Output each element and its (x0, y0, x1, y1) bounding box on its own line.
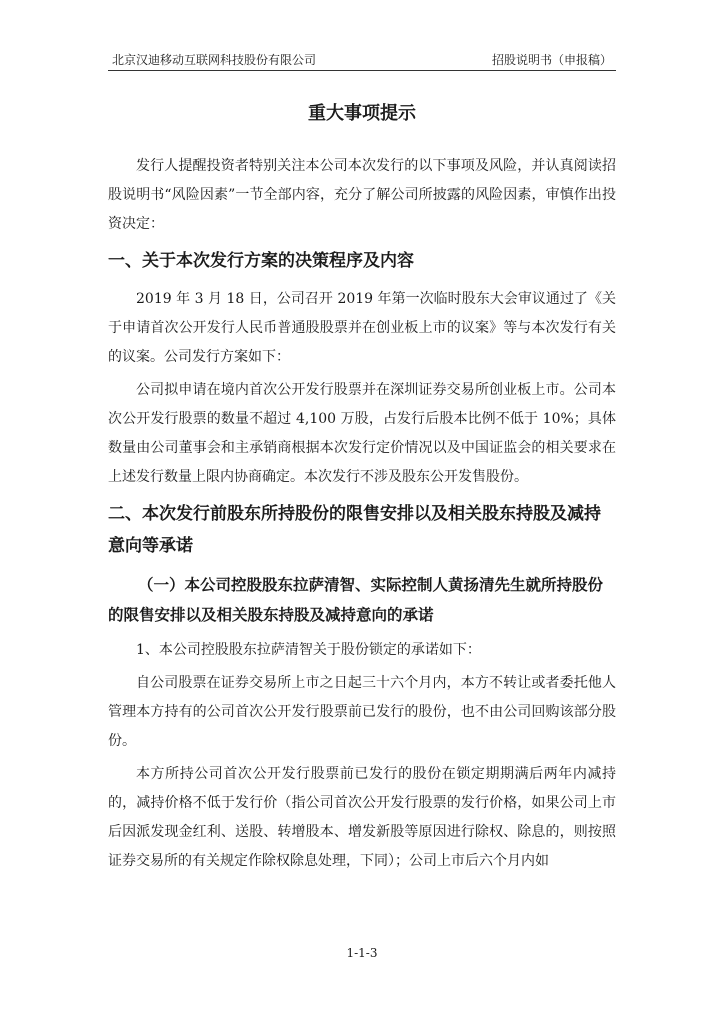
header-document-type: 招股说明书（申报稿） (491, 53, 612, 67)
document-body (108, 100, 616, 880)
section-2-item-1: 1、本公司控股股东拉萨清智关于股份锁定的承诺如下： (136, 642, 481, 658)
page-header (108, 50, 616, 71)
section-2-subheading: （一）本公司控股股东拉萨清智、实际控制人黄扬清先生就所持股份的限售安排以及相关股东持股及减持意向的承诺 (108, 576, 604, 624)
intro-paragraph: 发行人提醒投资者特别关注本公司本次发行的以下事项及风险，并认真阅读招股说明书“风险因素”一节全部内容，充分了解公司所披露的风险因素，审慎作出投资决定： (108, 158, 616, 232)
page-number: 1-1-3 (346, 946, 378, 960)
section-2-paragraph-2: 本方所持公司首次公开发行股票前已发行的股份在锁定期期满后两年内减持的，减持价格不低于发行价（指公司首次公开发行股票的发行价格，如果公司上市后因派发现金红利、送股、转增股本、增发新股等原因进行除权、除息的，则按照证券交易所的有关规定作除权除息处理，下同）；公司上市后六个月内如 (108, 766, 616, 869)
section-2-paragraph-1: 自公司股票在证券交易所上市之日起三十六个月内，本方不转让或者委托他人管理本方持有的公司首次公开发行股票前已发行的股份，也不由公司回购该部分股份。 (108, 675, 616, 749)
page-title: 重大事项提示 (308, 103, 416, 124)
section-2-heading: 二、本次发行前股东所持股份的限售安排以及相关股东持股及减持意向等承诺 (108, 504, 601, 556)
section-1-paragraph-2: 公司拟申请在境内首次公开发行股票并在深圳证券交易所创业板上市。公司本次公开发行股票的数量不超过 4,100 万股，占发行后股本比例不低于 10%；具体数量由公司董事会和主承销商根据本次发行定价情况以及中国证监会的相关要求在上述发行数量上限内协商确定。本次发行不涉及股东公开发售股份。 (108, 382, 616, 485)
section-1-heading: 一、关于本次发行方案的决策程序及内容 (108, 251, 414, 271)
header-company-name: 北京汉迪移动互联网科技股份有限公司 (112, 53, 317, 67)
section-1-paragraph-1: 2019 年 3 月 18 日，公司召开 2019 年第一次临时股东大会审议通过了《关于申请首次公开发行人民币普通股股票并在创业板上市的议案》等与本次发行有关的议案。公司发行方案如下： (108, 291, 616, 365)
